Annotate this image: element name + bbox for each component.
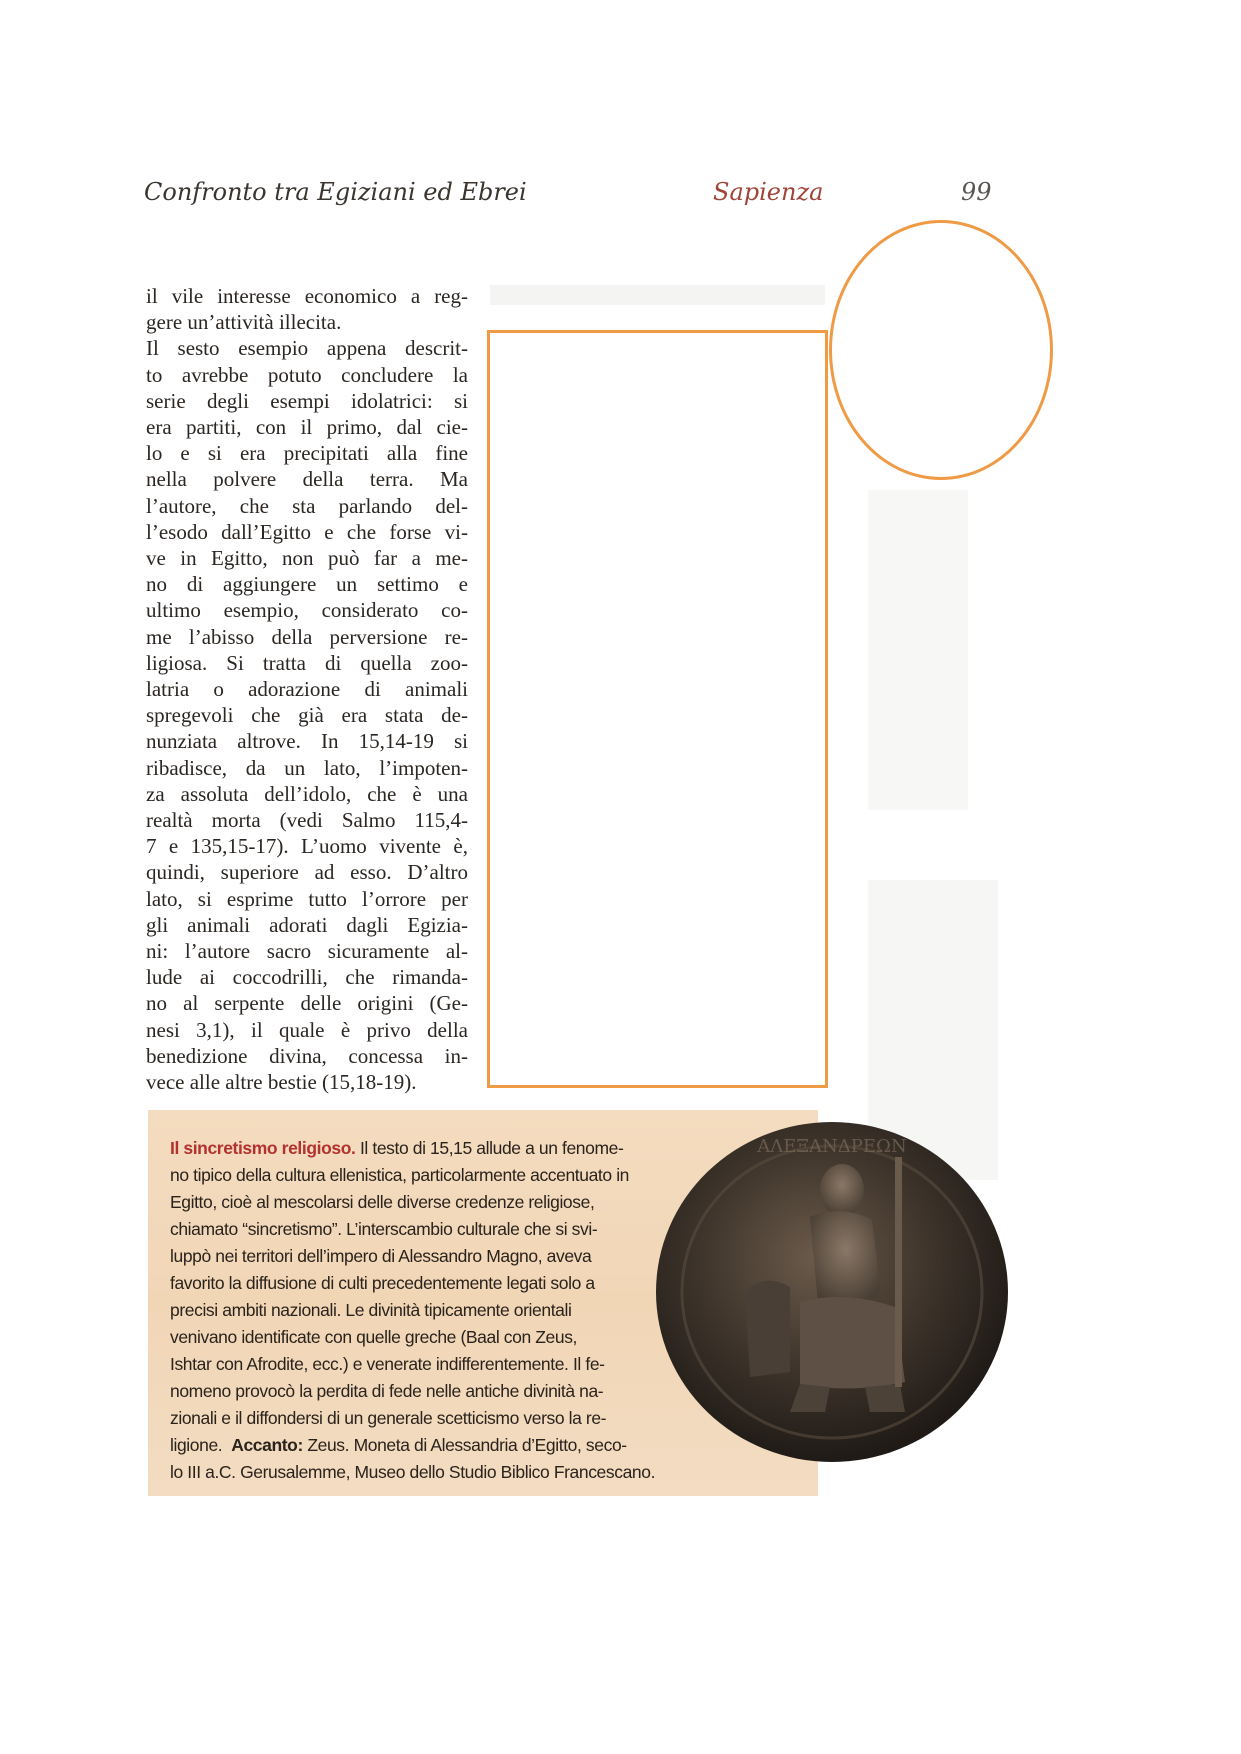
body-line: 7 e 135,15-17). L’uomo vivente è, <box>146 834 468 859</box>
sidebar-first-line <box>170 1135 690 1162</box>
body-line: il vile interesse economico a reg- <box>146 284 468 308</box>
caption-rest: Zeus. Moneta di Alessandria d’Egitto, seco- <box>307 1435 627 1455</box>
body-line: to avrebbe potuto concludere la <box>146 362 468 387</box>
running-head-book: Sapienza <box>713 178 824 206</box>
body-line: gere un’attività illecita. <box>146 310 342 335</box>
body-line: ni: l’autore sacro sicuramente al- <box>146 939 468 964</box>
body-line: l’esodo dall’Egitto e che forse vi- <box>146 519 468 544</box>
body-line: gli animali adorati dagli Egizia- <box>146 912 468 937</box>
body-column <box>146 283 468 1095</box>
body-line: realtà morta (vedi Salmo 115,4- <box>146 808 468 833</box>
body-line: nesi 3,1), il quale è privo della <box>146 1017 468 1042</box>
body-line: quindi, superiore ad esso. D’altro <box>146 860 468 885</box>
sidebar-line: no tipico della cultura ellenistica, particolarmente accentuato in <box>170 1165 630 1185</box>
sidebar-caption-last: lo III a.C. Gerusalemme, Museo dello Studio Biblico Francescano. <box>170 1462 656 1482</box>
body-line: serie degli esempi idolatrici: si <box>146 388 468 413</box>
svg-text:ΑΛΕΞΑΝΔΡΕΩΝ: ΑΛΕΞΑΝΔΡΕΩΝ <box>757 1136 907 1157</box>
body-line: nella polvere della terra. Ma <box>146 467 468 492</box>
body-line: za assoluta dell’idolo, che è una <box>146 781 468 806</box>
sidebar-first-line-rest: Il testo di 15,15 allude a un fenome- <box>359 1138 624 1158</box>
body-line: spregevoli che già era stata de- <box>146 703 468 728</box>
scan-shadow <box>868 490 968 810</box>
body-line: Il sesto esempio appena descrit- <box>146 336 468 361</box>
body-line: era partiti, con il primo, dal cie- <box>146 415 468 440</box>
body-line: me l’abisso della perversione re- <box>146 624 468 649</box>
body-line: ribadisce, da un lato, l’impoten- <box>146 755 468 780</box>
body-line: vece alle altre bestie (15,18-19). <box>146 1070 417 1095</box>
sidebar-line: Egitto, cioè al mescolarsi delle diverse credenze religiose, <box>170 1192 595 1212</box>
body-line: nunziata altrove. In 15,14-19 si <box>146 729 468 754</box>
sidebar-caption-line <box>170 1432 690 1459</box>
sidebar-line: Ishtar con Afrodite, ecc.) e venerate indifferentemente. Il fe- <box>170 1354 605 1374</box>
sidebar-line: chiamato “sincretismo”. L’interscambio culturale che si svi- <box>170 1219 598 1239</box>
page-number: 99 <box>961 178 992 206</box>
sidebar-line: venivano identificate con quelle greche (Baal con Zeus, <box>170 1327 578 1347</box>
body-line: ve in Egitto, non può far a me- <box>146 546 468 571</box>
sidebar-line: favorito la diffusione di culti precedentemente legati solo a <box>170 1273 595 1293</box>
body-line: l’autore, che sta parlando del- <box>146 493 468 518</box>
zeus-coin-image <box>650 1112 1010 1472</box>
sidebar-line: luppò nei territori dell’impero di Alessandro Magno, aveva <box>170 1246 592 1266</box>
caption-label: Accanto: <box>231 1435 303 1455</box>
scan-shadow <box>490 285 825 305</box>
body-line: no di aggiungere un settimo e <box>146 572 468 597</box>
body-line: lo e si era precipitati alla fine <box>146 441 468 466</box>
running-head-title: Confronto tra Egiziani ed Ebrei <box>144 178 527 206</box>
sidebar-line: nomeno provocò la perdita di fede nelle antiche divinità na- <box>170 1381 604 1401</box>
body-line: ligiosa. Si tratta di quella zoo- <box>146 650 468 675</box>
sidebar-lines <box>170 1162 690 1432</box>
body-line: lato, si esprime tutto l’orrore per <box>146 886 468 911</box>
sidebar-text <box>170 1135 690 1486</box>
redaction-circle <box>829 220 1053 480</box>
body-line: benedizione divina, concessa in- <box>146 1043 468 1068</box>
sidebar-line: precisi ambiti nazionali. Le divinità tipicamente orientali <box>170 1300 572 1320</box>
body-line: lude ai coccodrilli, che rimanda- <box>146 965 468 990</box>
body-line: ultimo esempio, considerato co- <box>146 598 468 623</box>
redaction-rectangle <box>487 330 828 1088</box>
sidebar-line: zionali e il diffondersi di un generale scetticismo verso la re- <box>170 1408 607 1428</box>
caption-pre: ligione. <box>170 1435 223 1455</box>
sidebar-title: Il sincretismo religioso. <box>170 1138 356 1158</box>
body-line: latria o adorazione di animali <box>146 677 468 702</box>
body-line: no al serpente delle origini (Ge- <box>146 991 468 1016</box>
